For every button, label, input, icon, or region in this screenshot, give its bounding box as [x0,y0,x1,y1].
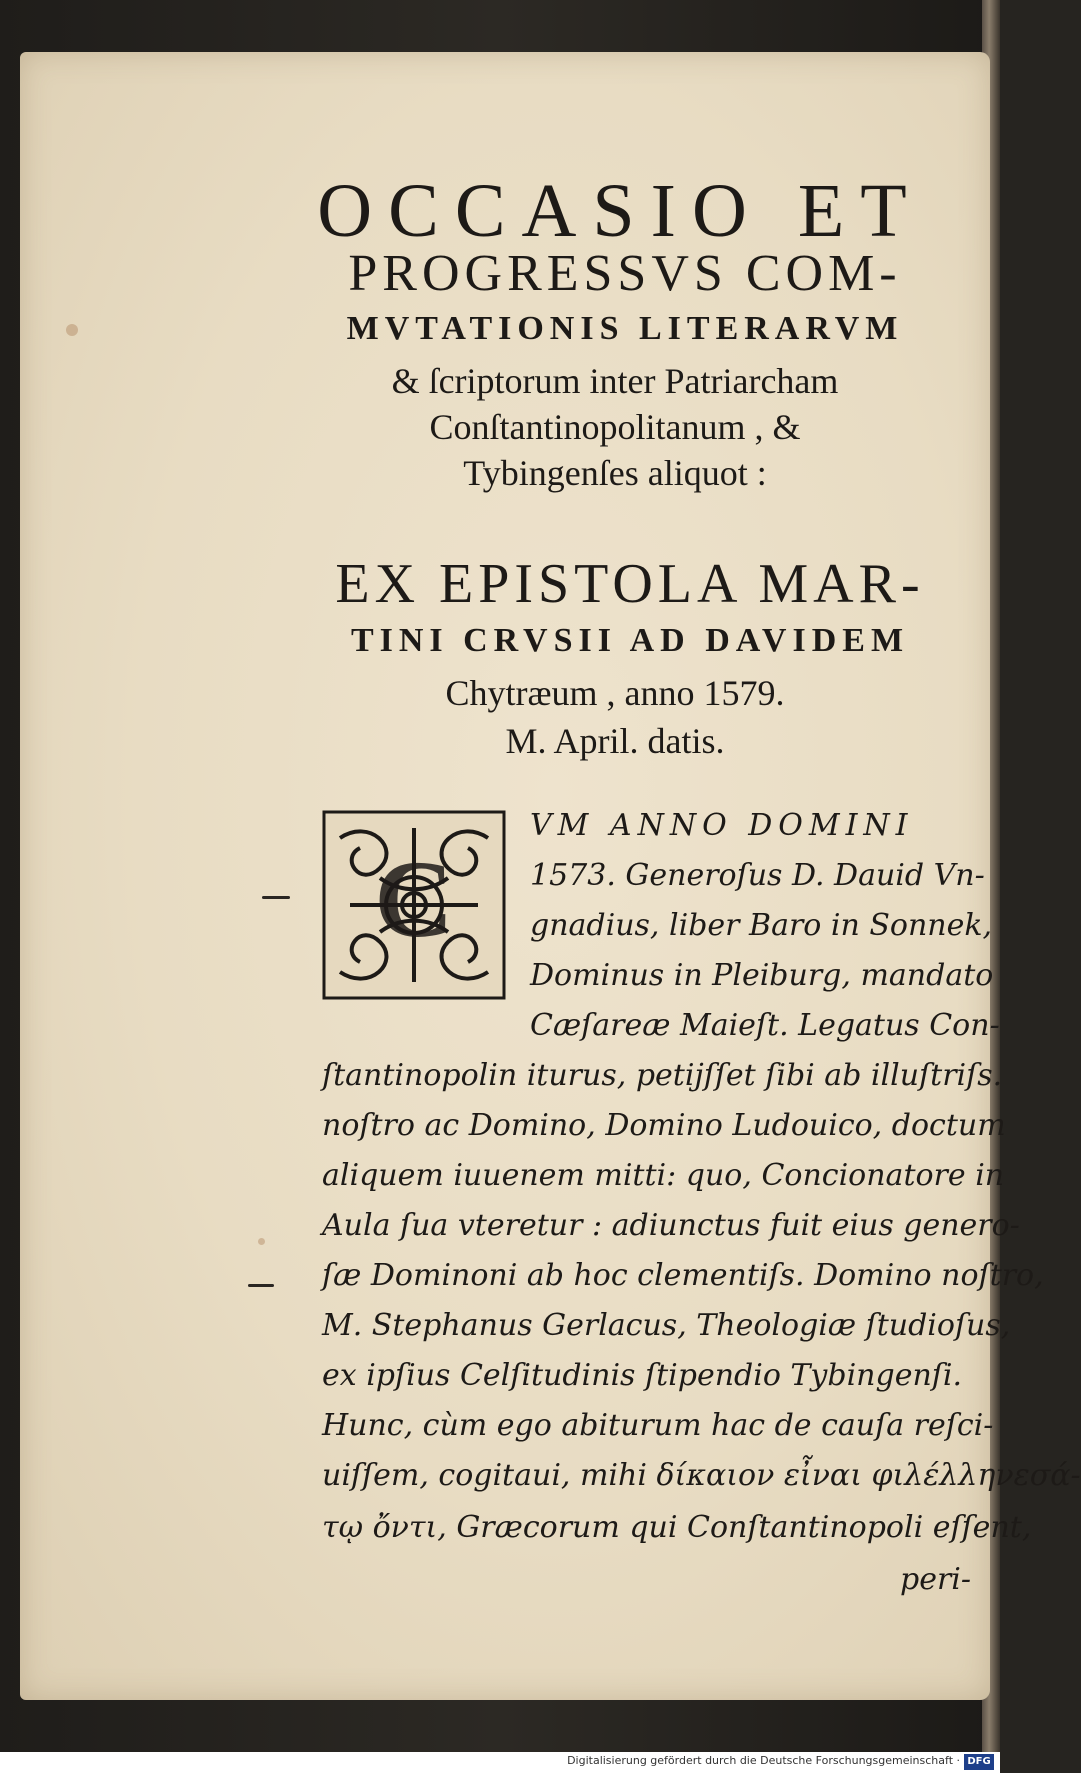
heading-line-4: M. April. datis. [505,721,725,761]
margin-mark [262,896,290,899]
initial-letter: C [374,838,454,960]
heading-line-1: EX EPISTOLA MAR- [335,553,925,615]
body-line: gnadius, liber Baro in Sonnek, [530,908,993,943]
body-line: Cæſareæ Maieſt. Legatus Con- [530,1008,1000,1043]
heading-line-3: Chytræum , anno 1579. [445,673,785,713]
margin-mark [248,1284,274,1287]
body-line: M. Stephanus Gerlacus, Theologiæ ſtudioſus, [322,1308,1011,1343]
body-line: τῳ ὄντι, Græcorum qui Conſtantinopoli eſſent, [322,1510,1032,1545]
funding-notice: Digitalisierung gefördert durch die Deutsche Forschungsgemeinschaft · [567,1754,960,1767]
title-line-4: & ſcriptorum inter Patriarcham [391,361,839,401]
body-line: Aula ſua vteretur : adiunctus fuit eius genero- [322,1208,1020,1243]
dfg-logo: DFG [964,1754,994,1770]
body-line: ſæ Dominoni ab hoc clementiſs. Domino noſtro, [322,1258,1044,1293]
body-line: VM ANNO DOMINI [530,808,914,843]
heading-line-2: TINI CRVSII AD DAVIDEM [350,622,910,659]
stain-spot [66,324,78,336]
catchword: peri- [900,1562,972,1597]
body-line: 1573. Generoſus D. Dauid Vn- [530,858,985,893]
stain-spot [258,1238,265,1245]
title-line-6: Tybingenſes aliquot : [463,453,767,493]
body-line: ex ipſius Celſitudinis ſtipendio Tybingenſi. [322,1358,963,1393]
body-line: aliquem iuuenem mitti: quo, Concionatore in [322,1158,1005,1193]
body-line: uiſſem, cogitaui, mihi δίκαιον εἶναι φιλέλληνεσά- [322,1458,1081,1493]
decorated-initial-c [320,808,508,1002]
title-line-2: PROGRESSVS COM- [348,245,902,302]
body-line: Dominus in Pleiburg, mandato [530,958,994,993]
title-line-1: OCCASIO ET [317,169,923,253]
body-line: noſtro ac Domino, Domino Ludouico, doctum [322,1108,1006,1143]
body-line: ſtantinopolin iturus, petijſſet ſibi ab illuſtriſs. [322,1058,1003,1093]
digitization-footer [0,1752,1000,1773]
title-line-3: MVTATIONIS LITERARVM [346,310,904,347]
ornament-icon [320,808,508,1002]
title-line-5: Conſtantinopolitanum , & [429,407,801,447]
body-line: Hunc, cùm ego abiturum hac de cauſa reſci- [322,1408,994,1443]
